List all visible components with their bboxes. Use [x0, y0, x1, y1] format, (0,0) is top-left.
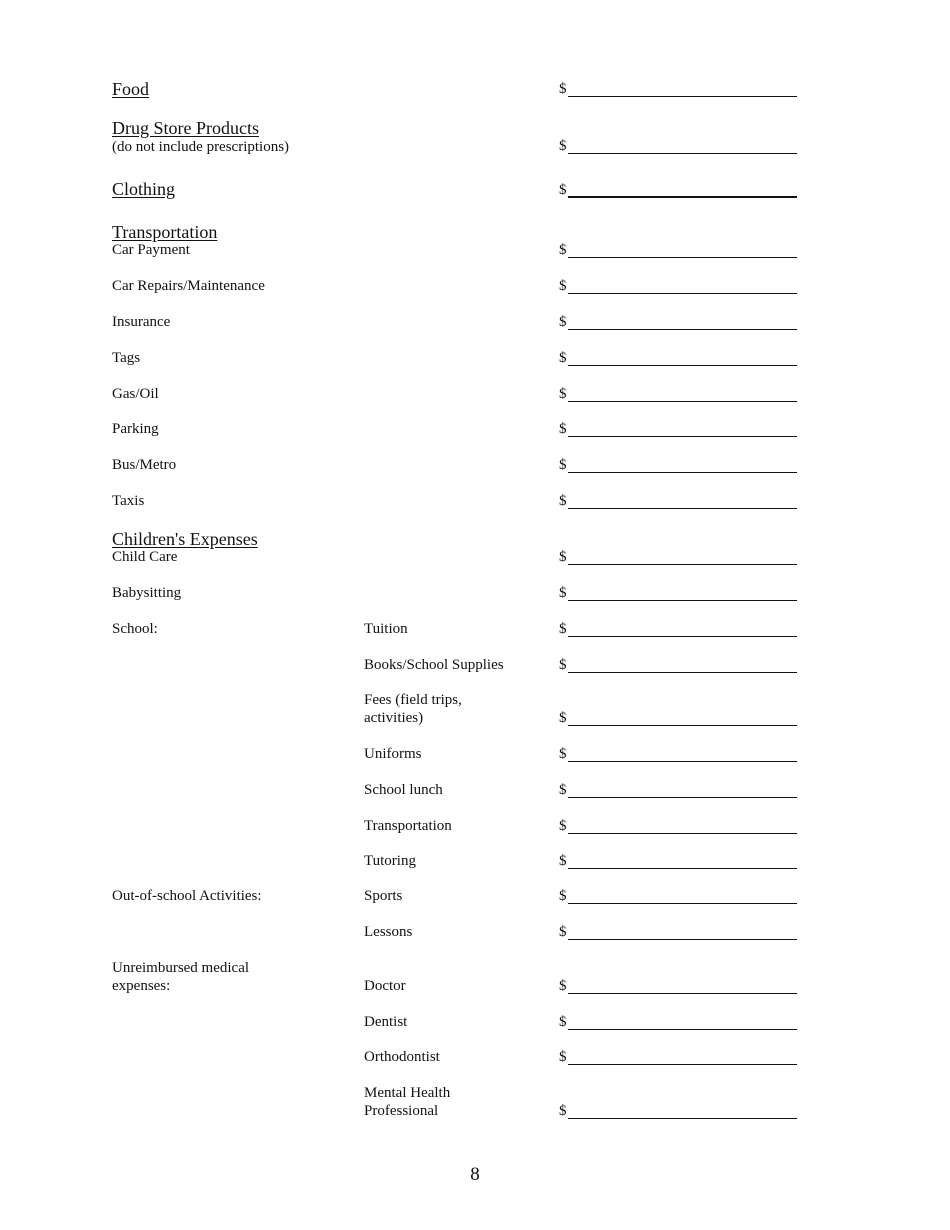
fees-label-line1: Fees (field trips,	[364, 692, 462, 708]
dentist-amount-field[interactable]	[559, 1015, 797, 1030]
gas-oil-amount-field[interactable]	[559, 387, 797, 402]
lessons-label: Lessons	[364, 924, 413, 940]
amount-blank-line[interactable]	[568, 1015, 797, 1030]
currency-symbol: $	[559, 818, 567, 834]
amount-blank-line[interactable]	[568, 979, 797, 994]
currency-symbol: $	[559, 457, 567, 473]
food-heading: Food	[112, 79, 150, 99]
amount-blank-line[interactable]	[568, 458, 797, 473]
car-payment-label: Car Payment	[112, 242, 190, 258]
doctor-amount-field[interactable]	[559, 979, 797, 994]
currency-symbol: $	[559, 350, 567, 366]
currency-symbol: $	[559, 853, 567, 869]
fees-amount-field[interactable]	[559, 711, 797, 726]
currency-symbol: $	[559, 549, 567, 565]
amount-blank-line[interactable]	[568, 586, 797, 601]
amount-blank-line[interactable]	[568, 279, 797, 294]
currency-symbol: $	[559, 386, 567, 402]
tuition-amount-field[interactable]	[559, 622, 797, 637]
currency-symbol: $	[559, 746, 567, 762]
currency-symbol: $	[559, 242, 567, 258]
amount-blank-line[interactable]	[568, 747, 797, 762]
amount-blank-line[interactable]	[568, 622, 797, 637]
car-repairs-amount-field[interactable]	[559, 279, 797, 294]
currency-symbol: $	[559, 1103, 567, 1119]
bus-metro-label: Bus/Metro	[112, 457, 177, 473]
gas-oil-label: Gas/Oil	[112, 386, 159, 402]
drug-store-note: (do not include prescriptions)	[112, 139, 290, 155]
amount-blank-line[interactable]	[568, 82, 797, 97]
books-supplies-amount-field[interactable]	[559, 658, 797, 673]
amount-blank-line[interactable]	[568, 387, 797, 402]
orthodontist-label: Orthodontist	[364, 1049, 440, 1065]
amount-blank-line[interactable]	[568, 783, 797, 798]
transportation-heading: Transportation	[112, 222, 218, 242]
mental-health-label-line2: Professional	[364, 1103, 439, 1119]
bus-metro-amount-field[interactable]	[559, 458, 797, 473]
babysitting-amount-field[interactable]	[559, 586, 797, 601]
taxis-amount-field[interactable]	[559, 494, 797, 509]
sports-amount-field[interactable]	[559, 889, 797, 904]
amount-blank-line[interactable]	[568, 925, 797, 940]
tuition-label: Tuition	[364, 621, 408, 637]
childrens-expenses-heading: Children's Expenses	[112, 529, 258, 549]
currency-symbol: $	[559, 888, 567, 904]
amount-blank-line[interactable]	[568, 658, 797, 673]
page-number: 8	[470, 1164, 480, 1185]
currency-symbol: $	[559, 621, 567, 637]
school-transportation-label: Transportation	[364, 818, 452, 834]
currency-symbol: $	[559, 278, 567, 294]
amount-blank-line[interactable]	[568, 422, 797, 437]
amount-blank-line[interactable]	[568, 1050, 797, 1065]
uniforms-label: Uniforms	[364, 746, 422, 762]
insurance-amount-field[interactable]	[559, 315, 797, 330]
amount-blank-line[interactable]	[568, 711, 797, 726]
child-care-amount-field[interactable]	[559, 550, 797, 565]
clothing-amount-field[interactable]	[559, 182, 797, 198]
amount-blank-line[interactable]	[568, 243, 797, 258]
currency-symbol: $	[559, 710, 567, 726]
currency-symbol: $	[559, 978, 567, 994]
doctor-label: Doctor	[364, 978, 406, 994]
tags-amount-field[interactable]	[559, 351, 797, 366]
orthodontist-amount-field[interactable]	[559, 1050, 797, 1065]
tags-label: Tags	[112, 350, 141, 366]
amount-blank-line[interactable]	[568, 139, 797, 154]
drug-store-amount-field[interactable]	[559, 139, 797, 154]
school-lunch-label: School lunch	[364, 782, 443, 798]
currency-symbol: $	[559, 782, 567, 798]
currency-symbol: $	[559, 924, 567, 940]
school-label: School:	[112, 621, 158, 637]
school-transportation-amount-field[interactable]	[559, 819, 797, 834]
currency-symbol: $	[559, 493, 567, 509]
amount-blank-line[interactable]	[568, 550, 797, 565]
currency-symbol: $	[559, 421, 567, 437]
amount-blank-line[interactable]	[568, 1104, 797, 1119]
dentist-label: Dentist	[364, 1014, 408, 1030]
taxis-label: Taxis	[112, 493, 145, 509]
child-care-label: Child Care	[112, 549, 178, 565]
currency-symbol: $	[559, 81, 567, 97]
amount-blank-line[interactable]	[568, 854, 797, 869]
amount-blank-line[interactable]	[568, 182, 797, 198]
mental-health-amount-field[interactable]	[559, 1104, 797, 1119]
clothing-heading: Clothing	[112, 179, 176, 199]
fees-label-line2: activities)	[364, 710, 424, 726]
uniforms-amount-field[interactable]	[559, 747, 797, 762]
amount-blank-line[interactable]	[568, 494, 797, 509]
parking-amount-field[interactable]	[559, 422, 797, 437]
parking-label: Parking	[112, 421, 159, 437]
currency-symbol: $	[559, 138, 567, 154]
insurance-label: Insurance	[112, 314, 171, 330]
tutoring-label: Tutoring	[364, 853, 416, 869]
amount-blank-line[interactable]	[568, 315, 797, 330]
currency-symbol: $	[559, 585, 567, 601]
books-supplies-label: Books/School Supplies	[364, 657, 504, 673]
currency-symbol: $	[559, 1014, 567, 1030]
tutoring-amount-field[interactable]	[559, 854, 797, 869]
amount-blank-line[interactable]	[568, 351, 797, 366]
currency-symbol: $	[559, 182, 567, 198]
currency-symbol: $	[559, 314, 567, 330]
babysitting-label: Babysitting	[112, 585, 182, 601]
amount-blank-line[interactable]	[568, 819, 797, 834]
sports-label: Sports	[364, 888, 403, 904]
medical-label-line2: expenses:	[112, 978, 171, 994]
currency-symbol: $	[559, 657, 567, 673]
car-repairs-label: Car Repairs/Maintenance	[112, 278, 265, 294]
food-amount-field[interactable]	[559, 82, 797, 97]
mental-health-label-line1: Mental Health	[364, 1085, 451, 1101]
amount-blank-line[interactable]	[568, 889, 797, 904]
currency-symbol: $	[559, 1049, 567, 1065]
car-payment-amount-field[interactable]	[559, 243, 797, 258]
out-of-school-label: Out-of-school Activities:	[112, 888, 262, 904]
medical-label-line1: Unreimbursed medical	[112, 960, 250, 976]
drug-store-heading: Drug Store Products	[112, 118, 259, 138]
school-lunch-amount-field[interactable]	[559, 783, 797, 798]
lessons-amount-field[interactable]	[559, 925, 797, 940]
